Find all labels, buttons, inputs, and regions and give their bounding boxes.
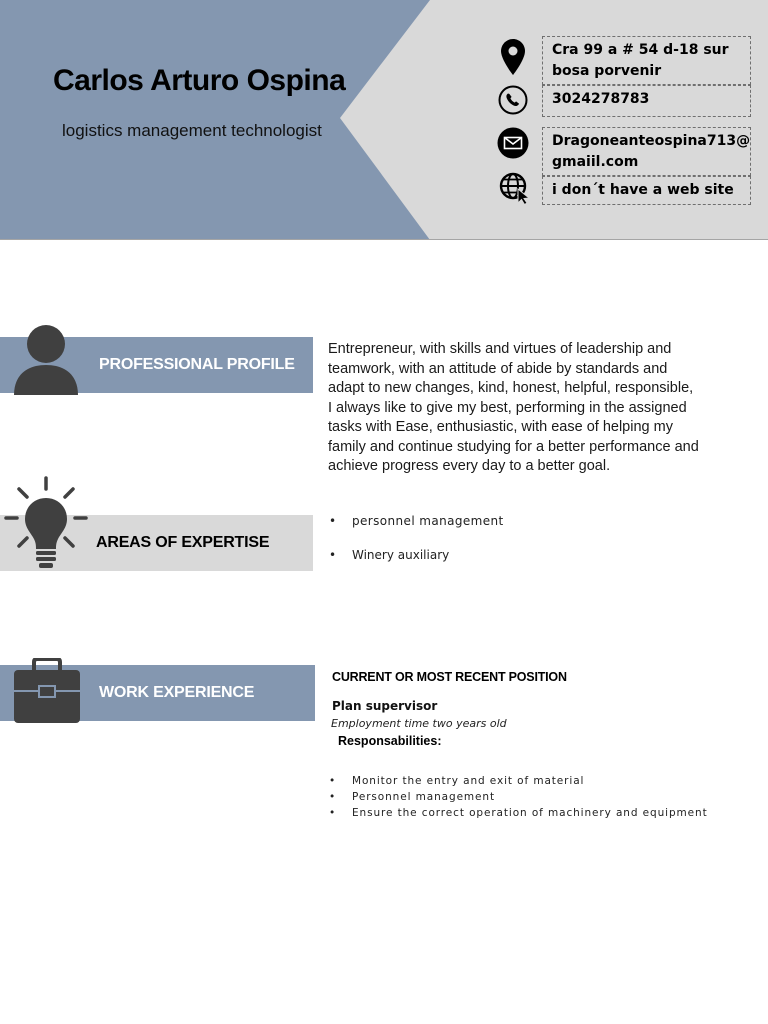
address-box — [542, 36, 751, 85]
address-line-1: Cra 99 a # 54 d-18 sur — [552, 42, 729, 58]
location-pin-icon — [498, 38, 528, 76]
email-box — [542, 127, 751, 176]
expertise-list — [329, 514, 749, 562]
responsibilities-heading: Responsabilities: — [338, 734, 442, 748]
responsibility-item: • Personnel management — [329, 789, 759, 805]
website-text: i don´t have a web site — [552, 182, 734, 198]
profile-line: tasks with Ease, enthusiastic, with ease of helping my — [328, 419, 673, 435]
candidate-name: Carlos Arturo Ospina — [53, 64, 346, 97]
phone-icon — [497, 84, 529, 116]
email-line-1: Dragoneanteospina713@ — [552, 133, 751, 149]
profile-line: teamwork, with an attitude of abide by standards and — [328, 360, 668, 377]
phone-box — [542, 85, 751, 117]
experience-heading: WORK EXPERIENCE — [99, 684, 255, 701]
globe-cursor-icon — [498, 171, 532, 205]
position-heading: CURRENT OR MOST RECENT POSITION — [332, 670, 567, 684]
expertise-heading: AREAS OF EXPERTISE — [96, 534, 270, 551]
profile-line: family and continue studying for a better performance and — [328, 438, 699, 455]
profile-line: Entrepreneur, with skills and virtues of leadership and — [328, 341, 672, 357]
profile-heading: PROFESSIONAL PROFILE — [99, 356, 295, 373]
lightbulb-icon — [3, 476, 89, 572]
email-line-2: gmaiil.com — [552, 154, 639, 170]
responsibility-item: • Monitor the entry and exit of material — [329, 773, 759, 789]
responsibilities-list — [329, 773, 759, 821]
job-title: Plan supervisor — [332, 699, 438, 713]
website-box — [542, 176, 751, 205]
person-icon — [13, 323, 79, 395]
phone-number: 3024278783 — [552, 91, 650, 107]
address-line-2: bosa porvenir — [552, 63, 662, 79]
expertise-item: • personnel management — [329, 514, 749, 548]
expertise-item: • Winery auxiliary — [329, 548, 749, 562]
responsibility-item: • Ensure the correct operation of machinery and equipment — [329, 805, 759, 821]
email-icon — [497, 127, 529, 159]
employment-time: Employment time two years old — [331, 717, 507, 730]
profile-line: achieve progress every day to a better goal. — [328, 458, 611, 474]
profile-line: adapt to new changes, kind, honest, helpful, responsible, — [328, 380, 694, 396]
candidate-title: logistics management technologist — [62, 121, 322, 140]
profile-paragraph — [328, 340, 748, 477]
briefcase-icon — [12, 658, 82, 724]
profile-line: I always like to give my best, performing in the assigned — [328, 399, 687, 416]
